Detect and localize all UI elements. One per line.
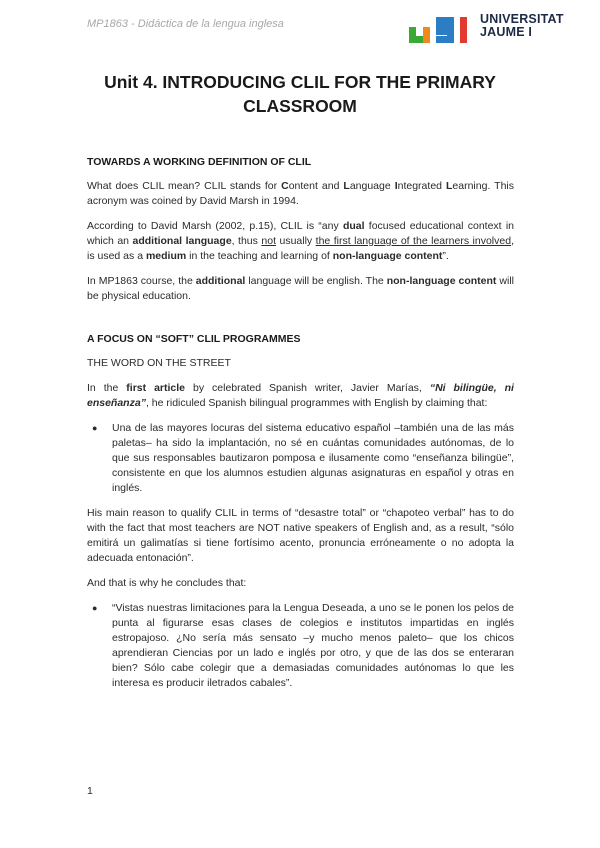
logo-blue-stem	[447, 17, 454, 43]
list-item-text: “Vistas nuestras limitaciones para la Lengua Deseada, a uno se le ponen los pelos de punta al figurarse esas clases de colegios e institutos impartidas en inglés estropajoso. ¿No sería más sensato –y mucho menos paleto– que los chicos aprendieran Ciencias por un lado e inglés por otro, y que de las dos se enteraran bien? Sólo cabe colegir que a demasiadas comunidades autónomas lo que les interesa es producir iletrados cabales”.	[112, 602, 514, 689]
text-span: In the	[87, 382, 127, 394]
paragraph-first-article	[87, 381, 514, 411]
underlined-first-language: the first language of the learners involved	[315, 235, 512, 247]
list-item	[92, 601, 514, 691]
page-title-line2: CLASSROOM	[243, 96, 357, 116]
underlined-not: not	[261, 235, 276, 247]
text-span: , he ridiculed Spanish bilingual programmes with English by claiming that:	[145, 397, 488, 409]
text-span: In MP1863 course, the	[87, 275, 196, 287]
subheading-word-on-street: THE WORD ON THE STREET	[87, 357, 231, 369]
logo-text-line1: UNIVERSITAT	[480, 12, 564, 26]
paragraph-conclusion-intro: And that is why he concludes that:	[87, 577, 247, 589]
bold-medium: medium	[145, 250, 187, 262]
bullet-list-1	[87, 421, 514, 496]
section-heading-definition: TOWARDS A WORKING DEFINITION OF CLIL	[87, 156, 312, 168]
text-span: ntegrated	[397, 180, 446, 192]
list-item	[92, 421, 514, 496]
logo-red-bar	[460, 17, 467, 43]
bold-letter-i: I	[394, 180, 398, 192]
bold-letter-c: C	[281, 180, 289, 192]
text-span: ”.	[442, 250, 449, 262]
bold-first-article: first article	[126, 382, 186, 394]
paragraph-main-reason: His main reason to qualify CLIL in terms of “desastre total” or “chapoteo verbal” has to do with the fact that most teachers are NOT native speakers of English and, as a result, “sólo emitirá un galimatías si tiene fortísimo acento, pronuncia erróneamente o no adopta la adecuada entonación”.	[87, 507, 514, 564]
bold-dual: dual	[342, 220, 365, 232]
header-course-name: MP1863 - Didáctica de la lengua inglesa	[87, 18, 284, 30]
page-title-line1: Unit 4. INTRODUCING CLIL FOR THE PRIMARY	[104, 72, 496, 92]
bold-letter-l: L	[343, 180, 350, 192]
logo-text-line2: JAUME I	[480, 25, 533, 39]
text-span: anguage	[349, 180, 395, 192]
text-span: , thus	[231, 235, 262, 247]
bold-italic-article-title: “Ni bilingüe, ni enseñanza”	[87, 382, 514, 409]
paragraph-marsh-definition	[87, 219, 514, 264]
paragraph-course-languages	[87, 274, 514, 304]
text-span: ontent and	[288, 180, 344, 192]
university-logo-text	[480, 13, 564, 39]
logo-orange-bar	[423, 27, 430, 43]
text-span: What does CLIL mean? CLIL stands for	[87, 180, 282, 192]
text-span: by celebrated Spanish writer, Javier Marías,	[185, 382, 430, 394]
bold-additional: additional	[195, 275, 246, 287]
text-span: in the teaching and learning of	[186, 250, 333, 262]
paragraph-clil-meaning	[87, 179, 514, 209]
text-span: language will be english. The	[245, 275, 387, 287]
page-number: 1	[87, 785, 93, 797]
bullet-list-2	[87, 601, 514, 691]
bold-non-language-content: non-language content	[332, 250, 443, 262]
bold-letter-l2: L	[446, 180, 453, 192]
bold-non-language-content: non-language content	[386, 275, 497, 287]
bullet-icon: ●	[92, 423, 98, 433]
section-spacer	[87, 314, 514, 332]
text-span: According to David Marsh (2002, p.15), CLIL is “any	[87, 220, 343, 232]
list-item-text: Una de las mayores locuras del sistema educativo español –también una de las más paletas– ha sido la implantación, no sé en cuántas comunidades autónomas, de lo que sus responsables bautizaron pomposa e ilusamente como “enseñanza bilingüe”, consistente en que los alumnos estudien algunas asignaturas en español y otras en inglés.	[112, 422, 514, 494]
page-title	[60, 70, 540, 118]
logo-blue-hook	[436, 36, 447, 43]
text-span: focused educational context in which an	[87, 220, 514, 247]
text-span: will be physical education.	[87, 275, 514, 302]
section-heading-soft-clil: A FOCUS ON “SOFT” CLIL PROGRAMMES	[87, 333, 301, 345]
bullet-icon: ●	[92, 603, 98, 613]
text-span: usually	[276, 235, 316, 247]
bold-additional-language: additional language	[132, 235, 232, 247]
text-span: , is used as a	[87, 235, 514, 262]
document-body	[87, 155, 514, 701]
text-span: earning. This acronym was coined by David Marsh in 1994.	[87, 180, 515, 207]
